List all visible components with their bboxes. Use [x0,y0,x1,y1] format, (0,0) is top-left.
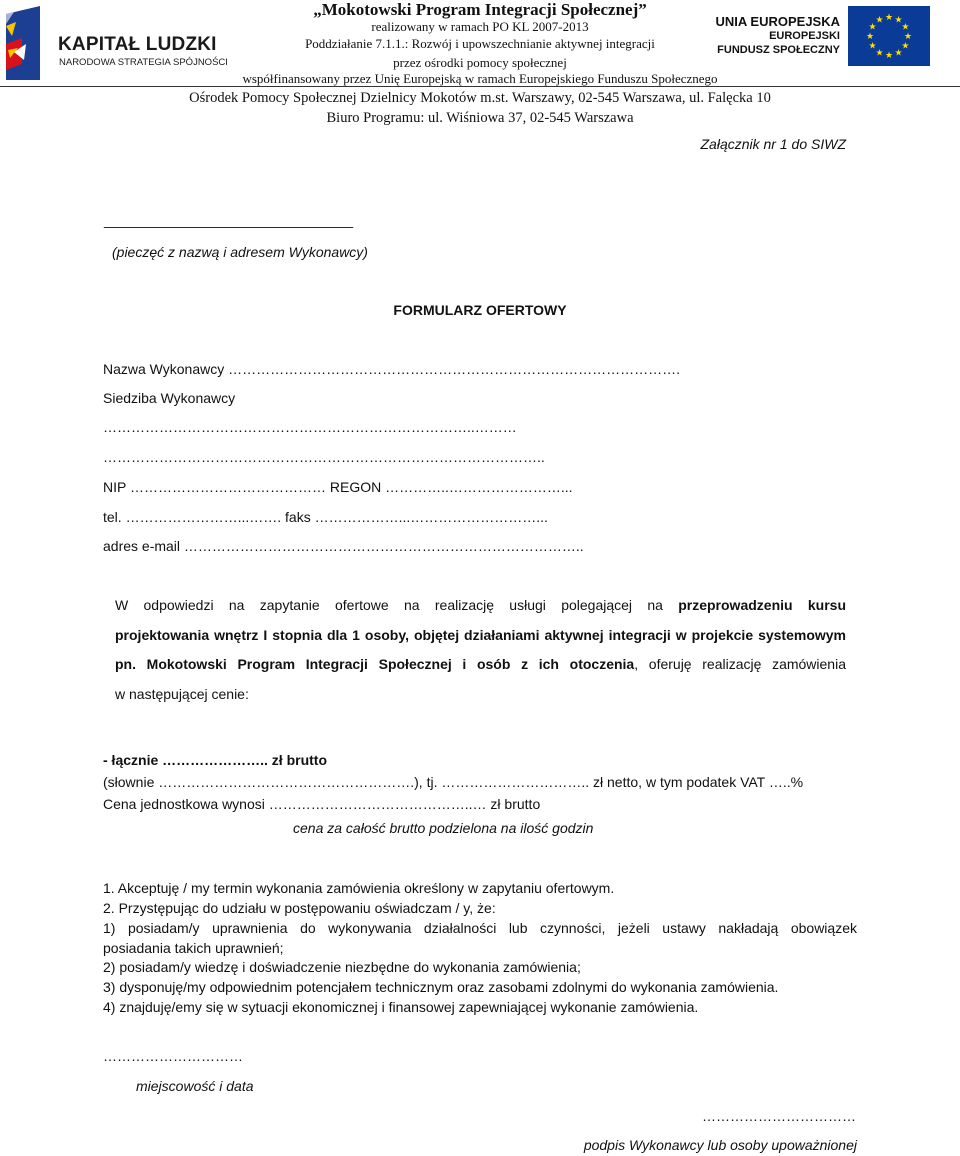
eu-star-icon: ★ [901,21,910,32]
eu-star-icon: ★ [894,47,903,58]
kapital-ludzki-subtitle: NARODOWA STRATEGIA SPÓJNOŚCI [59,57,228,68]
offer-line-3-bold: pn. Mokotowski Program Integracji Społecznej i osób z ich otoczenia [115,656,635,672]
price-total: - łącznie ………………….. zł brutto [103,752,328,768]
header-line-7: Biuro Programu: ul. Wiśniowa 37, 02-545 Warszawa [326,110,634,126]
declaration-5: 3) dysponuję/my odpowiednim potencjałem technicznym oraz zasobami zdolnymi do wykonania zamówienia. [103,979,779,995]
eu-flag-icon [848,6,930,66]
declaration-6: 4) znajduję/emy się w sytuacji ekonomicznej i finansowej zapewniającej wykonanie zamówienia. [103,999,699,1015]
eu-star-icon: ★ [901,40,910,51]
offer-line-4: w następującej cenie: [115,686,249,702]
header-line-6: Ośrodek Pomocy Społecznej Dzielnicy Mokotów m.st. Warszawy, 02-545 Warszawa, ul. Falęcka 10 [189,90,771,106]
offer-line-2: projektowania wnętrz I stopnia dla 1 osoby, objętej działaniami aktywnej integracji w projekcie systemowym [115,627,846,643]
letterhead [0,0,960,130]
declaration-1: 1. Akceptuję / my termin wykonania zamówienia określony w zapytaniu ofertowym. [103,880,615,896]
declaration-3b: posiadania takich uprawnień; [103,940,284,956]
eu-star-icon: ★ [894,14,903,25]
contractor-seat-dots-1: ……………………………………………………………………..……… [103,419,517,435]
header-line-2: realizowany w ramach PO KL 2007-2013 [371,19,589,34]
signature-label: podpis Wykonawcy lub osoby upoważnionej [583,1137,857,1153]
contractor-seat-dots-2: ………………………………………………………………………………….. [103,449,545,465]
header-line-4: przez ośrodki pomocy społecznej [393,55,567,70]
eu-star-icon: ★ [865,31,875,41]
declaration-4: 2) posiadam/y wiedzę i doświadczenie niezbędne do wykonania zamówienia; [103,959,581,975]
signature-dots: …………………………… [702,1108,856,1124]
offer-line-1 [115,597,846,613]
eu-logo-line-1: UNIA EUROPEJSKA [715,14,840,29]
place-date-label: miejscowość i data [136,1078,254,1094]
stamp-line: ________________________________ [104,212,354,228]
contractor-seat-label: Siedziba Wykonawcy [103,390,236,406]
offer-line-3-text: , oferuję realizację zamówienia [634,656,846,672]
form-title: FORMULARZ OFERTOWY [393,302,567,318]
eu-star-icon: ★ [875,14,884,25]
eu-logo-line-3: FUNDUSZ SPOŁECZNY [717,44,840,56]
header-line-5: współfinansowany przez Unię Europejską w ramach Europejskiego Funduszu Społecznego [242,71,718,86]
eu-star-icon: ★ [868,21,877,32]
eu-star-icon: ★ [868,40,877,51]
offer-line-3 [115,656,846,672]
declaration-2: 2. Przystępując do udziału w postępowaniu oświadczam / y, że: [103,900,496,916]
place-date-dots: ………………………… [103,1048,243,1064]
offer-line-1-bold: przeprowadzeniu kursu [678,597,846,613]
program-title: „Mokotowski Program Integracji Społecznej” [313,0,647,19]
unit-price: Cena jednostkowa wynosi ……………………………………..… zł brutto [103,796,541,812]
contractor-name-field: Nazwa Wykonawcy ……………………………………………………………………………………. [103,361,681,377]
eu-star-icon: ★ [884,12,894,22]
eu-star-icon: ★ [875,47,884,58]
eu-star-icon: ★ [884,50,894,60]
offer-line-1-text: W odpowiedzi na zapytanie ofertowe na realizację usługi polegającej na [115,597,679,613]
eu-logo-line-2: EUROPEJSKI [769,30,840,42]
stamp-caption: (pieczęć z nazwą i adresem Wykonawcy) [112,244,368,260]
unit-price-note: cena za całość brutto podzielona na ilość godzin [293,820,594,836]
attachment-label: Załącznik nr 1 do SIWZ [700,136,846,152]
kapital-ludzki-title: KAPITAŁ LUDZKI [58,34,217,55]
tel-fax-field: tel. ……………………...……. faks ………………...………………………... [103,509,548,525]
header-divider [0,86,960,87]
price-words: (słownie ……………………………………………….), tj. ………………………….. zł netto, w tym podatek VAT …..% [103,774,804,790]
email-field: adres e-mail ………………………………………………………………………….. [103,538,584,554]
header-line-3: Poddziałanie 7.1.1.: Rozwój i upowszechnianie aktywnej integracji [305,36,655,51]
nip-regon-field: NIP …………………………………… REGON …………..……………………... [103,479,573,495]
eu-star-icon: ★ [903,31,913,41]
declaration-3a: 1) posiadam/y uprawnienia do wykonywania działalności lub czynności, jeżeli ustawy nakładają obowiązek [103,920,857,936]
